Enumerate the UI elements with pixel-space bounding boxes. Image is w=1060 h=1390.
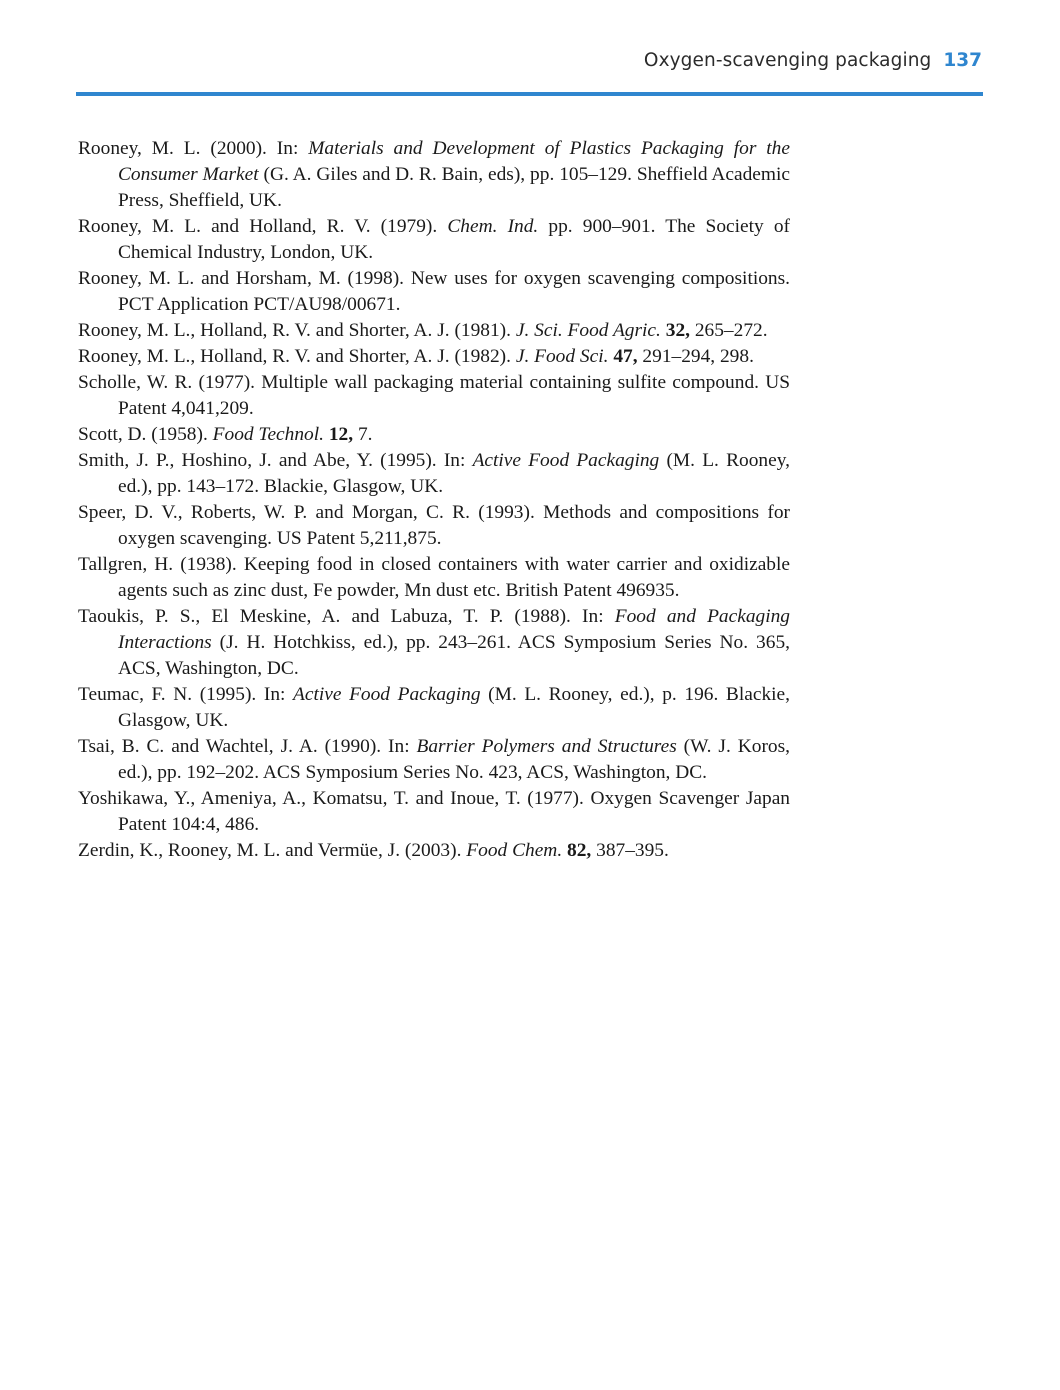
reference-title-italic: Chem. Ind. (447, 216, 539, 237)
reference-entry (78, 266, 790, 318)
reference-entry (78, 500, 790, 552)
reference-text: Rooney, M. L. (2000). In: (78, 138, 309, 159)
reference-entry (78, 448, 790, 500)
reference-text: 265–272. (690, 320, 768, 341)
reference-text: Rooney, M. L. and Holland, R. V. (1979). (78, 216, 448, 237)
reference-text: Tallgren, H. (1938). Keeping food in closed containers with water carrier and oxidizable agents such as zinc dust, Fe powder, Mn dust etc. British Patent 496935. (78, 554, 790, 601)
reference-title-italic: Food and Packaging Interactions (118, 606, 790, 653)
reference-title-italic: Barrier Polymers and Structures (416, 736, 677, 757)
reference-text: Scott, D. (1958). (78, 424, 213, 445)
reference-entry (78, 214, 790, 266)
reference-entry (78, 136, 790, 214)
reference-text: (M. L. Rooney, ed.), p. 196. Blackie, Glasgow, UK. (118, 684, 790, 731)
reference-title-italic: Materials and Development of Plastics Packaging for the Consumer Market (118, 138, 790, 185)
reference-title-italic: Food Technol. (212, 424, 324, 445)
reference-text: Teumac, F. N. (1995). In: (78, 684, 294, 705)
reference-text: Rooney, M. L., Holland, R. V. and Shorter, A. J. (1981). (78, 320, 516, 341)
reference-entry (78, 552, 790, 604)
reference-entry (78, 786, 790, 838)
reference-title-italic: Active Food Packaging (472, 450, 660, 471)
reference-text: 7. (353, 424, 373, 445)
reference-text: (M. L. Rooney, ed.), pp. 143–172. Blackie, Glasgow, UK. (118, 450, 790, 497)
reference-text: Taoukis, P. S., El Meskine, A. and Labuza, T. P. (1988). In: (78, 606, 615, 627)
reference-entry (78, 682, 790, 734)
reference-title-italic: Food Chem. (466, 840, 563, 861)
reference-title-italic: J. Sci. Food Agric. (515, 320, 661, 341)
reference-text: (W. J. Koros, ed.), pp. 192–202. ACS Symposium Series No. 423, ACS, Washington, DC. (118, 736, 790, 783)
reference-entry (78, 318, 790, 344)
reference-title-italic: Active Food Packaging (293, 684, 481, 705)
reference-title-italic: J. Food Sci. (515, 346, 609, 367)
reference-text: Rooney, M. L. and Horsham, M. (1998). New uses for oxygen scavenging compositions. PCT Application PCT/AU98/00671. (78, 268, 790, 315)
reference-text: (G. A. Giles and D. R. Bain, eds), pp. 105–129. Sheffield Academic Press, Sheffield, UK. (118, 164, 790, 211)
page-number: 137 (943, 50, 982, 71)
reference-text: Yoshikawa, Y., Ameniya, A., Komatsu, T. and Inoue, T. (1977). Oxygen Scavenger Japan Patent 104:4, 486. (78, 788, 790, 835)
reference-text: (J. H. Hotchkiss, ed.), pp. 243–261. ACS Symposium Series No. 365, ACS, Washington, DC. (118, 632, 790, 679)
reference-volume: 82, (567, 840, 592, 861)
reference-volume: 12, (328, 424, 354, 445)
running-title: Oxygen-scavenging packaging (643, 50, 932, 71)
reference-entry (78, 838, 790, 864)
reference-volume: 32, (665, 320, 690, 341)
header-rule (76, 92, 983, 96)
reference-text: Zerdin, K., Rooney, M. L. and Vermüe, J. (2003). (78, 840, 467, 861)
reference-text: Scholle, W. R. (1977). Multiple wall packaging material containing sulfite compound. US Patent 4,041,209. (78, 372, 790, 419)
reference-text: Smith, J. P., Hoshino, J. and Abe, Y. (1995). In: (78, 450, 473, 471)
reference-volume: 47, (613, 346, 638, 367)
reference-text: pp. 900–901. The Society of Chemical Industry, London, UK. (118, 216, 790, 263)
reference-text: 387–395. (591, 840, 669, 861)
reference-text: 291–294, 298. (637, 346, 754, 367)
reference-entry (78, 344, 790, 370)
reference-entry (78, 604, 790, 682)
running-header (644, 50, 982, 76)
reference-text: Speer, D. V., Roberts, W. P. and Morgan, C. R. (1993). Methods and compositions for oxygen scavenging. US Patent 5,211,875. (78, 502, 790, 549)
reference-entry (78, 422, 790, 448)
reference-text: Tsai, B. C. and Wachtel, J. A. (1990). In: (78, 736, 417, 757)
reference-text: Rooney, M. L., Holland, R. V. and Shorter, A. J. (1982). (78, 346, 516, 367)
reference-entry (78, 370, 790, 422)
reference-entry (78, 734, 790, 786)
reference-list (78, 136, 790, 864)
